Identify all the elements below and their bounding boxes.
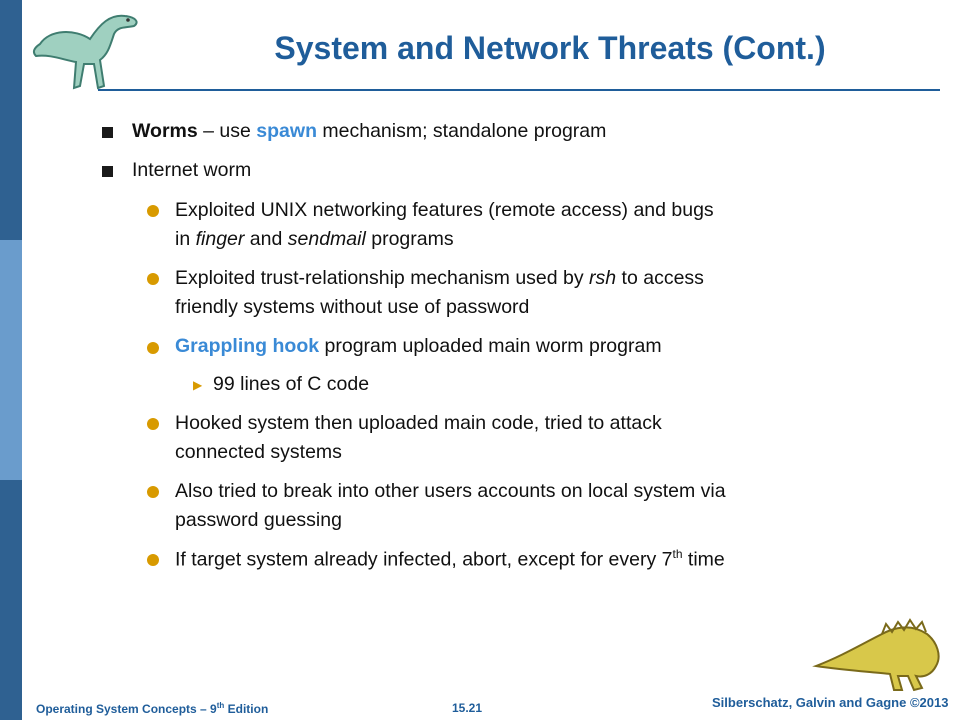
sub-bullet-text: connected systems	[175, 441, 342, 463]
slide-title: System and Network Threats (Cont.)	[274, 30, 826, 66]
page-number: 15.21	[452, 701, 483, 715]
sub-bullet-text	[175, 547, 725, 572]
round-bullet-icon	[147, 273, 159, 285]
round-bullet-icon	[147, 205, 159, 217]
sub-bullet-text: Exploited UNIX networking features (remote access) and bugs	[175, 199, 714, 221]
bullet-internet-worm: Internet worm	[132, 159, 252, 181]
term-rsh: rsh	[589, 267, 617, 289]
text: and	[244, 228, 288, 250]
sub-bullet-text: Also tried to break into other users accounts on local system via	[175, 480, 726, 502]
text: mechanism; standalone program	[316, 120, 607, 142]
sub-sub-bullet-text: 99 lines of C code	[213, 373, 370, 395]
sub-bullet-text: friendly systems without use of password	[175, 296, 530, 318]
text: Exploited trust-relationship mechanism used by	[175, 267, 590, 289]
text: in	[175, 228, 196, 250]
sub-bullet-text	[175, 228, 454, 251]
bullet-worms	[132, 120, 606, 143]
round-bullet-icon	[147, 342, 159, 354]
round-bullet-icon	[147, 418, 159, 430]
footer-book-title	[36, 701, 268, 716]
sub-bullet-text	[175, 335, 662, 358]
keyword-grappling-hook: Grappling hook	[175, 335, 320, 357]
footer-authors: Silberschatz, Galvin and Gagne ©2013	[712, 695, 949, 710]
text: programs	[365, 228, 454, 250]
round-bullet-icon	[147, 554, 159, 566]
dinosaur-logo-bottom	[812, 604, 952, 694]
round-bullet-icon	[147, 486, 159, 498]
text: Operating System Concepts – 9	[36, 702, 217, 716]
term-sendmail: sendmail	[287, 228, 366, 250]
superscript: th	[672, 547, 683, 561]
keyword-spawn: spawn	[256, 120, 317, 142]
arrow-bullet-icon: ▶	[193, 378, 203, 392]
text: Edition	[224, 702, 269, 716]
text: to access	[616, 267, 704, 289]
square-bullet-icon	[102, 166, 113, 177]
sub-bullet-text	[175, 267, 704, 290]
sub-bullet-text: password guessing	[175, 509, 342, 531]
superscript: th	[216, 701, 225, 710]
text: – use	[197, 120, 257, 142]
text: If target system already infected, abort, except for every 7	[175, 548, 673, 571]
square-bullet-icon	[102, 127, 113, 138]
text: program uploaded main worm program	[319, 335, 662, 357]
term-worms: Worms	[132, 120, 198, 142]
term-finger: finger	[195, 228, 245, 250]
sub-bullet-text: Hooked system then uploaded main code, tried to attack	[175, 412, 662, 434]
text: time	[682, 548, 725, 571]
